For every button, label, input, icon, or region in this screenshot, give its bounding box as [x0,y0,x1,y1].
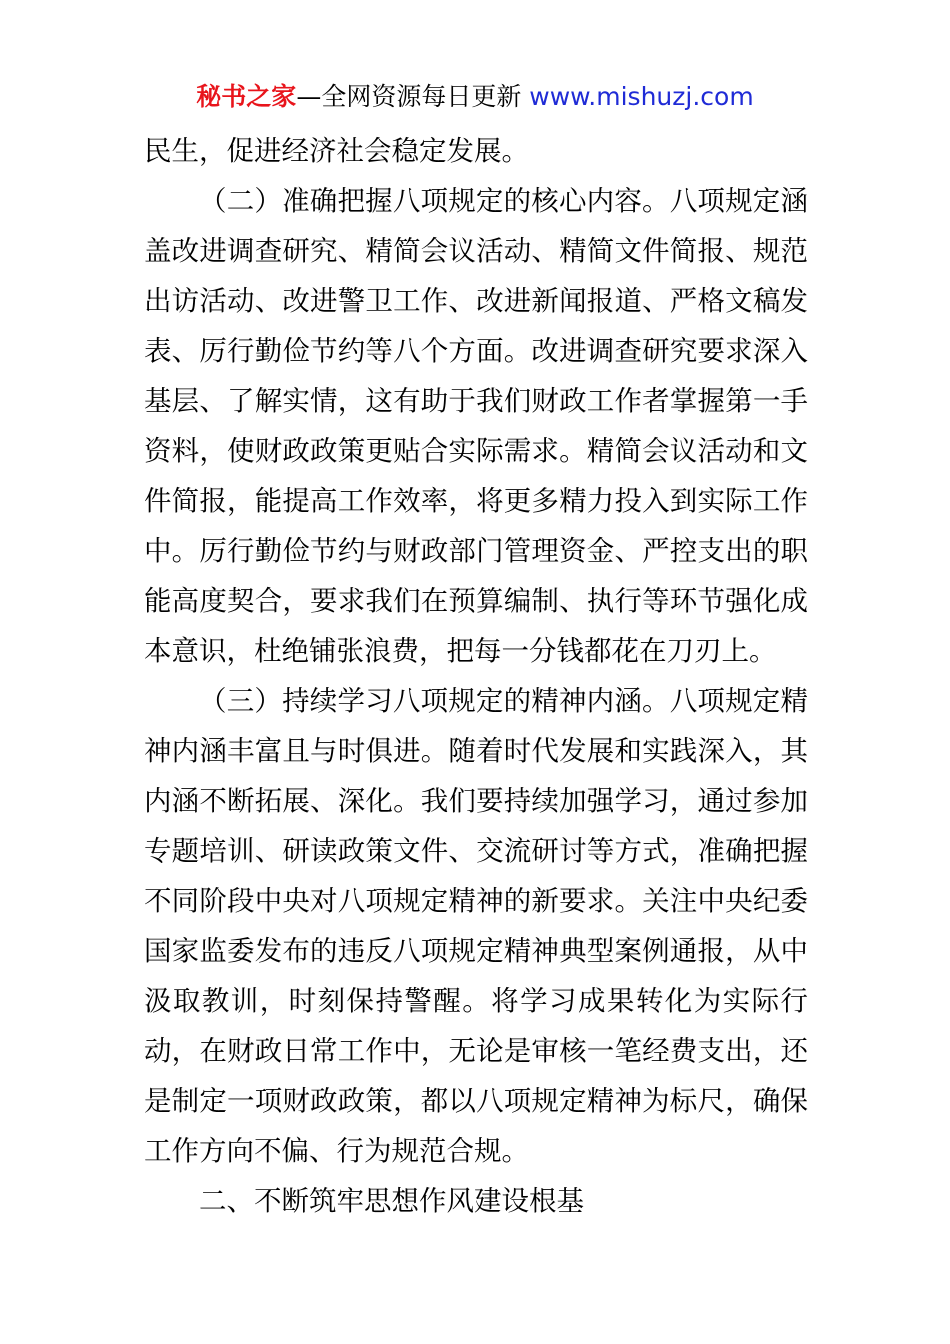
paragraph-spirit-connotation: （三）持续学习八项规定的精神内涵。八项规定精神内涵丰富且与时俱进。随着时代发展和实践深入，其内涵不断拓展、深化。我们要持续加强学习，通过参加专题培训、研读政策文件、交流研讨等方式，准确把握不同阶段中央对八项规定精神的新要求。关注中央纪委国家监委发布的违反八项规定精神典型案例通报，从中汲取教训，时刻保持警醒。将学习成果转化为实际行动，在财政日常工作中，无论是审核一笔经费支出，还是制定一项财政政策，都以八项规定精神为标尺，确保工作方向不偏、行为规范合规。 [144,685,808,1167]
paragraph-continued: 民生，促进经济社会稳定发展。 [144,135,529,167]
site-url[interactable]: www.mishuzj.com [529,82,754,111]
header-tagline: —全网资源每日更新 [296,82,530,111]
brand-name: 秘书之家 [196,82,297,111]
paragraph-core-content: （二）准确把握八项规定的核心内容。八项规定涵盖改进调查研究、精简会议活动、精简文件简报、规范出访活动、改进警卫工作、改进新闻报道、严格文稿发表、厉行勤俭节约等八个方面。改进调查研究要求深入基层、了解实情，这有助于我们财政工作者掌握第一手资料，使财政政策更贴合实际需求。精简会议活动和文件简报，能提高工作效率，将更多精力投入到实际工作中。厉行勤俭节约与财政部门管理资金、严控支出的职能高度契合，要求我们在预算编制、执行等环节强化成本意识，杜绝铺张浪费，把每一分钱都花在刀刃上。 [144,185,808,667]
document-body [144,126,808,1226]
page-header [0,80,950,114]
section-heading: 二、不断筑牢思想作风建设根基 [199,1185,584,1217]
